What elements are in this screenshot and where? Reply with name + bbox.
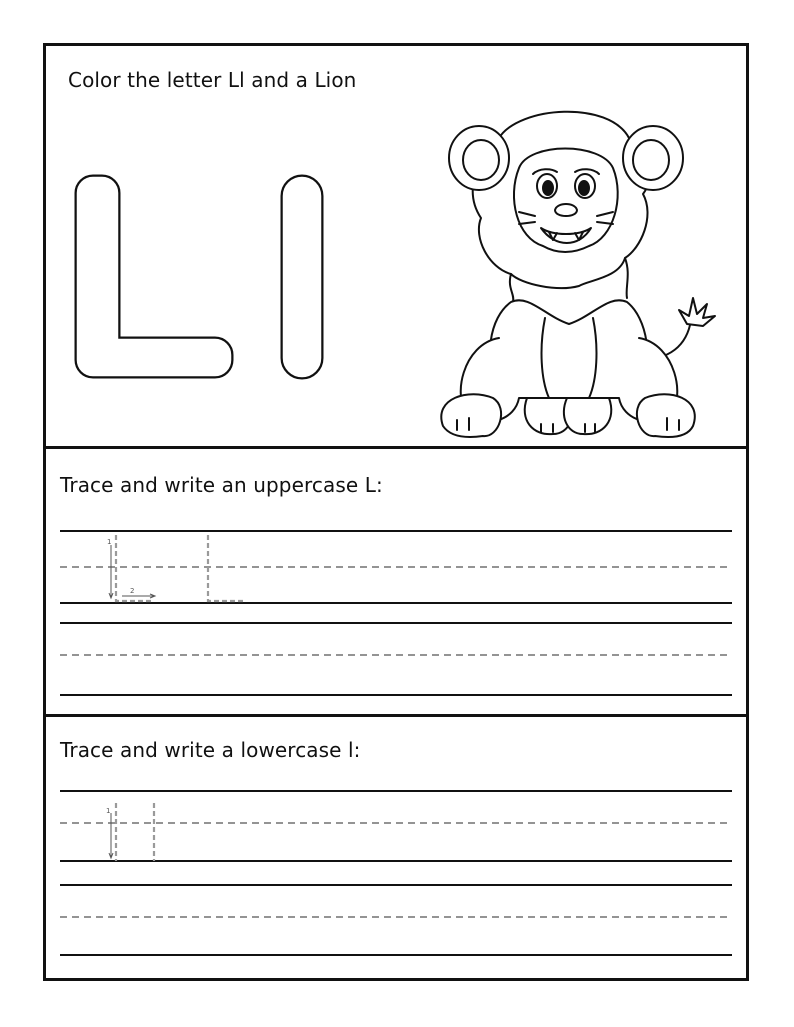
section-divider	[46, 714, 746, 717]
trace-uppercase-l	[194, 531, 254, 611]
section-divider	[46, 446, 746, 449]
trace-lowercase-l	[142, 801, 172, 871]
uppercase-section-title: Trace and write an uppercase L:	[60, 473, 383, 497]
bubble-letter-lowercase-l	[278, 174, 328, 384]
worksheet-frame	[43, 43, 749, 981]
lowercase-section-title: Trace and write a lowercase l:	[60, 738, 361, 762]
stroke-number-1: 1	[107, 538, 112, 546]
trace-lowercase-l-guided	[102, 801, 142, 871]
bubble-letter-uppercase-l	[68, 174, 238, 384]
lion-picture	[429, 98, 719, 443]
stroke-number-1: 1	[106, 807, 111, 815]
color-section-title: Color the letter Ll and a Lion	[68, 68, 357, 92]
stroke-number-2: 2	[130, 587, 135, 595]
trace-uppercase-l-guided	[102, 531, 172, 611]
